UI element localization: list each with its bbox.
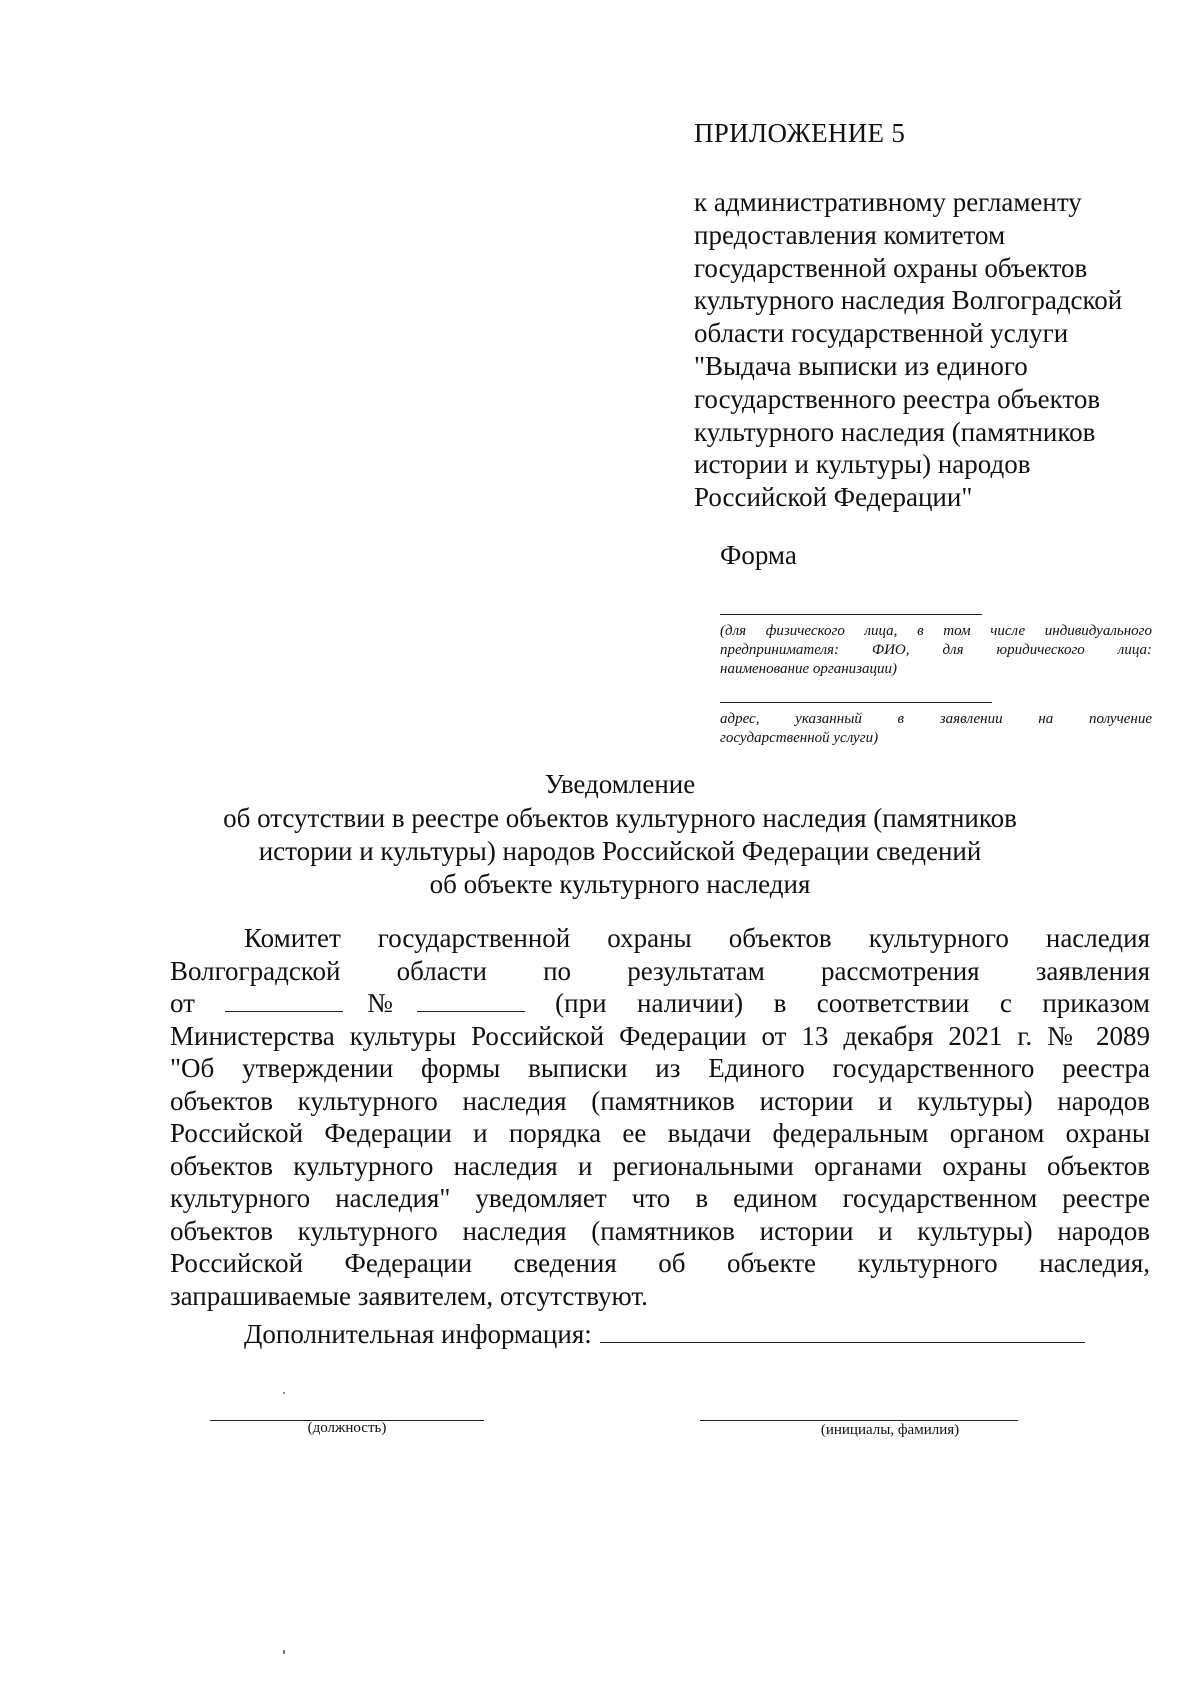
appendix-line: "Выдача выписки из единого — [694, 350, 1028, 381]
appendix-line: предоставления комитетом — [694, 219, 1006, 250]
body-line: Комитет государственной охраны объектов культурного наследия — [244, 923, 1150, 953]
body-line: "Об утверждении формы выписки из Единого государственного реестра — [170, 1053, 1150, 1083]
additional-info-blank — [600, 1322, 1085, 1343]
body-line: объектов культурного наследия (памятников истории и культуры) народов — [170, 1085, 1150, 1116]
notice-subtitle-line: об объекте культурного наследия — [429, 869, 811, 899]
body-line: культурного наследия" уведомляет что в едином государственном реестре — [170, 1183, 1150, 1213]
name-signature-line — [700, 1420, 1018, 1421]
appendix-line: культурного наследия (памятников — [694, 416, 1096, 447]
additional-info-label: Дополнительная информация: — [244, 1319, 592, 1349]
recipient-name-line — [720, 614, 982, 615]
body-number-label: № — [343, 988, 417, 1018]
application-number-blank — [417, 991, 525, 1012]
additional-info — [244, 1318, 1085, 1350]
appendix-line: к административному регламенту — [694, 187, 1082, 217]
appendix-line: государственного реестра объектов — [694, 383, 1101, 414]
body-line-application-ref — [170, 987, 1150, 1020]
form-label: Форма — [720, 540, 797, 570]
recipient-address-note-line: государственной услуги) — [720, 730, 879, 746]
appendix-title: ПРИЛОЖЕНИЕ 5 — [694, 118, 906, 148]
recipient-address-line — [720, 702, 992, 703]
body-line: объектов культурного наследия и региональными органами охраны объектов — [170, 1150, 1150, 1181]
application-date-blank — [225, 991, 343, 1012]
position-caption: (должность) — [307, 1420, 387, 1436]
notice-title: Уведомление — [544, 769, 696, 799]
body-line: объектов культурного наследия (памятников истории и культуры) народов — [170, 1215, 1150, 1246]
appendix-description — [694, 186, 1194, 514]
appendix-line: области государственной услуги — [694, 318, 1069, 349]
body-line: Министерства культуры Российской Федерации от 13 декабря 2021 г. № 2089 — [170, 1020, 1150, 1051]
notice-subtitle-line: истории и культуры) народов Российской Федерации сведений — [258, 836, 982, 866]
recipient-name-note-line: предпринимателя: ФИО, для юридического лица: — [720, 642, 1152, 658]
recipient-address-note — [720, 710, 1152, 748]
appendix-line: истории и культуры) народов — [694, 449, 1031, 480]
notice-body — [170, 922, 1150, 1312]
appendix-line: Российской Федерации" — [694, 482, 973, 513]
appendix-line: культурного наследия Волгоградской — [694, 285, 1123, 316]
notice-subtitle-line: об отсутствии в реестре объектов культурного наследия (памятников — [223, 803, 1017, 833]
name-caption: (инициалы, фамилия) — [820, 1422, 960, 1438]
scan-speck — [283, 1650, 285, 1654]
appendix-line: государственной охраны объектов — [694, 252, 1088, 283]
notice-subtitle — [170, 802, 1070, 901]
body-line: Волгоградской области по результатам рассмотрения заявления — [170, 955, 1150, 986]
recipient-name-note-line: наименование организации) — [720, 661, 898, 677]
recipient-name-note-line: (для физического лица, в том числе индивидуального — [720, 623, 1152, 639]
body-line: запрашиваемые заявителем, отсутствуют. — [170, 1280, 648, 1311]
body-line: Российской Федерации сведения об объекте культурного наследия, — [170, 1248, 1150, 1278]
recipient-name-note — [720, 622, 1152, 679]
body-line3-rest: (при наличии) в соответствии с приказом — [555, 988, 1150, 1018]
scan-speck — [283, 1392, 285, 1394]
body-line: Российской Федерации и порядка ее выдачи федеральным органом охраны — [170, 1118, 1150, 1148]
body-from-label: от — [170, 988, 195, 1018]
recipient-address-note-line: адрес, указанный в заявлении на получение — [720, 711, 1152, 727]
